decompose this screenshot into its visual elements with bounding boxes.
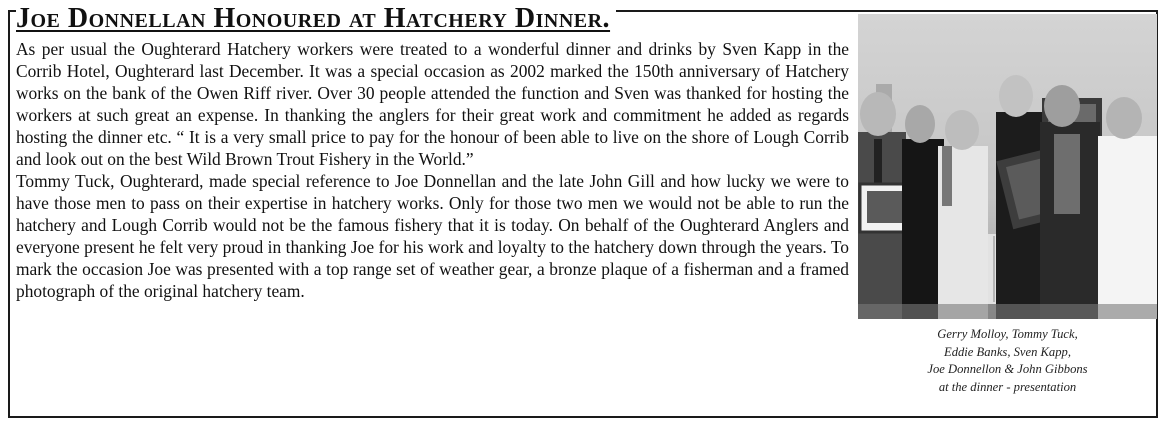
caption-line: at the dinner - presentation xyxy=(938,379,1077,394)
article-paragraph: Tommy Tuck, Oughterard, made special reference to Joe Donnellan and the late John Gill and how lucky we were to have those men to pass on their expertise in hatchery works. Only for those two men we would not be able to run the hatchery and Lough Corrib would not be the famous fishery that it is today. On behalf of the Oughterard Anglers and everyone present he felt very proud in thanking Joe for his work and loyalty to the hatchery down through the years. To mark the occasion Joe was presented with a top range set of weather gear, a bronze plaque of a fisherman and a framed photograph of the original hatchery team. xyxy=(16,171,849,301)
caption-line: Gerry Molloy, Tommy Tuck, xyxy=(937,327,1078,341)
article-paragraph: As per usual the Oughterard Hatchery workers were treated to a wonderful dinner and drinks by Sven Kapp in the Corrib Hotel, Oughterard last December. It was a special occasion as 2002 marked the 150th anniversary of Hatchery works on the bank of the Owen Riff river. Over 30 people attended the function and Sven was thanked for hosting the workers at such great an expense. In thanking the anglers for their great work and commitment he added as regards hosting the dinner etc. “ It is a very small price to pay for the honour of been able to live on the shore of Lough Corrib and look out on the best Wild Brown Trout Fishery in the World.” xyxy=(16,39,849,169)
article-body xyxy=(16,38,849,302)
article-headline: Joe Donnellan Honoured at Hatchery Dinner. xyxy=(16,4,616,34)
group-photo xyxy=(858,14,1157,319)
group-photo-image xyxy=(858,14,1157,319)
photo-caption xyxy=(858,326,1157,396)
caption-line: Joe Donnellon & John Gibbons xyxy=(927,362,1088,376)
caption-line: Eddie Banks, Sven Kapp, xyxy=(944,344,1071,359)
